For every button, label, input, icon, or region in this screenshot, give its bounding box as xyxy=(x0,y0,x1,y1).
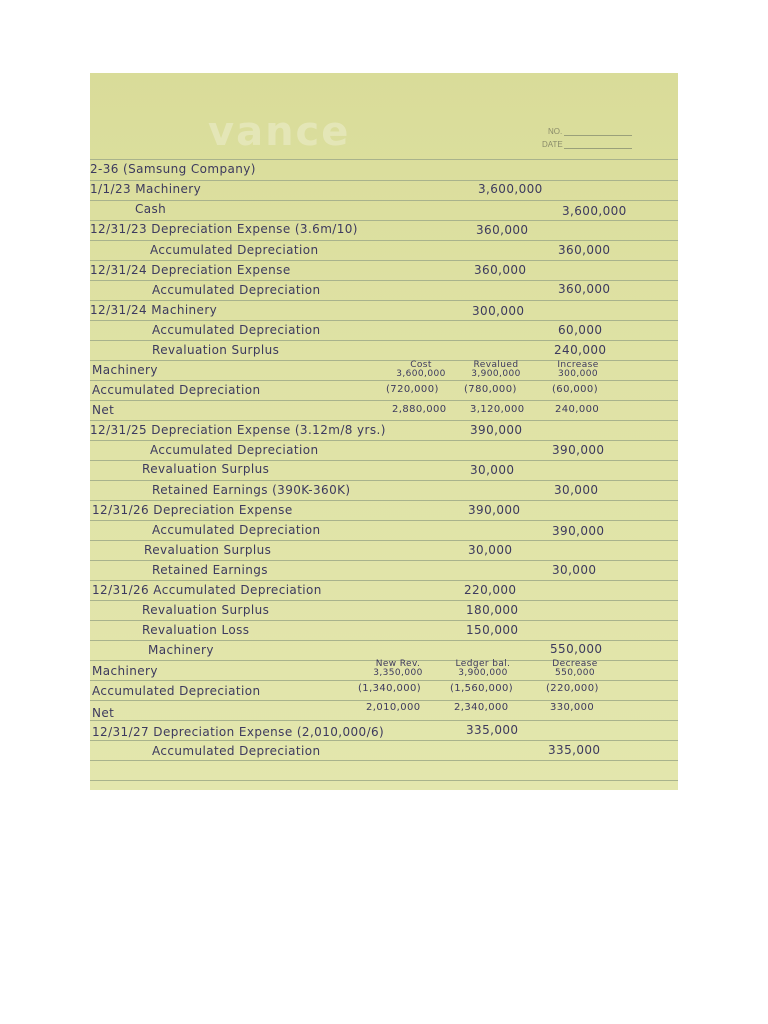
entry-text: 12/31/23 Depreciation Expense (3.6m/10) xyxy=(90,222,358,236)
table2-header-ledger-bal xyxy=(450,660,516,678)
entry-text: 12/31/24 Machinery xyxy=(90,303,218,317)
table2-cell: (1,560,000) xyxy=(450,683,514,694)
entry-text: Revaluation Surplus xyxy=(144,543,272,557)
rule-line xyxy=(90,380,678,381)
entry-text: Revaluation Surplus xyxy=(152,343,280,357)
entry-text: Accumulated Depreciation xyxy=(150,243,319,257)
rule-line xyxy=(90,159,678,160)
table2-header-label: Decrease xyxy=(552,659,598,669)
entry-text: Machinery xyxy=(148,643,214,657)
table2-cell: 330,000 xyxy=(550,702,595,713)
rule-line xyxy=(90,200,678,201)
table1-ad-label: Accumulated Depreciation xyxy=(92,383,261,397)
entry-text: Retained Earnings xyxy=(152,563,268,577)
table2-header-new-rev xyxy=(366,660,430,678)
table1-header-value: 3,900,000 xyxy=(471,369,521,379)
table2-cell: (220,000) xyxy=(546,683,599,694)
table2-header-value: 3,350,000 xyxy=(373,668,423,678)
table1-machinery-label: Machinery xyxy=(92,363,158,377)
table2-header-label: Ledger bal. xyxy=(455,659,511,669)
table2-header-value: 3,900,000 xyxy=(458,668,508,678)
debit-value: 150,000 xyxy=(466,623,519,637)
rule-line xyxy=(90,260,678,261)
entry-text: 12/31/26 Accumulated Depreciation xyxy=(92,583,322,597)
entry-text: Accumulated Depreciation xyxy=(152,323,321,337)
table2-header-value: 550,000 xyxy=(554,668,596,678)
debit-value: 390,000 xyxy=(470,423,523,437)
rule-line xyxy=(90,680,678,681)
debit-value: 390,000 xyxy=(468,503,521,517)
table2-cell: 2,340,000 xyxy=(454,702,509,713)
entry-text: Revaluation Loss xyxy=(142,623,250,637)
table1-header-label: Increase xyxy=(557,360,599,370)
entry-text: Retained Earnings (390K-360K) xyxy=(152,483,351,497)
debit-value: 360,000 xyxy=(474,263,527,277)
credit-value: 60,000 xyxy=(558,323,603,337)
table1-net-label: Net xyxy=(92,403,115,417)
table2-net-label: Net xyxy=(92,706,115,720)
rule-line xyxy=(90,420,678,421)
table1-cell: 3,120,000 xyxy=(470,404,525,415)
rule-line xyxy=(90,400,678,401)
credit-value: 390,000 xyxy=(552,443,605,457)
table2-cell: 2,010,000 xyxy=(366,702,421,713)
credit-value: 360,000 xyxy=(558,243,611,257)
date-label: DATE xyxy=(542,140,563,149)
table1-cell: (720,000) xyxy=(386,384,439,395)
rule-line xyxy=(90,760,678,761)
credit-value: 335,000 xyxy=(548,743,601,757)
table2-header-decrease xyxy=(546,660,604,678)
rule-line xyxy=(90,280,678,281)
credit-value: 3,600,000 xyxy=(562,204,627,218)
rule-line xyxy=(90,340,678,341)
rule-line xyxy=(90,560,678,561)
entry-text: Accumulated Depreciation xyxy=(152,744,321,758)
rule-line xyxy=(90,720,678,721)
entry-text: 1/1/23 Machinery xyxy=(90,182,202,196)
table1-cell: 2,880,000 xyxy=(392,404,447,415)
rule-line xyxy=(90,220,678,221)
debit-value: 3,600,000 xyxy=(478,182,543,196)
table1-header-value: 300,000 xyxy=(557,369,599,379)
credit-value: 390,000 xyxy=(552,524,605,538)
entry-text: Revaluation Surplus xyxy=(142,603,270,617)
rule-line xyxy=(90,580,678,581)
table2-cell: (1,340,000) xyxy=(358,683,422,694)
rule-line xyxy=(90,620,678,621)
table2-machinery-label: Machinery xyxy=(92,664,158,678)
table1-cell: (60,000) xyxy=(552,384,598,395)
table1-header-increase xyxy=(550,361,606,379)
rule-line xyxy=(90,320,678,321)
table1-cell: 240,000 xyxy=(555,404,600,415)
no-line xyxy=(564,135,632,136)
entry-text: 12/31/24 Depreciation Expense xyxy=(90,263,291,277)
debit-value: 30,000 xyxy=(470,463,515,477)
rule-line xyxy=(90,480,678,481)
debit-value: 180,000 xyxy=(466,603,519,617)
table1-header-label: Cost xyxy=(410,360,432,370)
rule-line xyxy=(90,440,678,441)
entry-text: 2-36 (Samsung Company) xyxy=(90,162,256,176)
rule-line xyxy=(90,240,678,241)
no-label: NO. xyxy=(548,127,563,136)
entry-text: Accumulated Depreciation xyxy=(150,443,319,457)
table2-ad-label: Accumulated Depreciation xyxy=(92,684,261,698)
rule-line xyxy=(90,520,678,521)
rule-line xyxy=(90,500,678,501)
credit-value: 30,000 xyxy=(552,563,597,577)
debit-value: 300,000 xyxy=(472,304,525,318)
entry-text: 12/31/25 Depreciation Expense (3.12m/8 yrs.) xyxy=(90,423,386,437)
credit-value: 360,000 xyxy=(558,282,611,296)
rule-line xyxy=(90,640,678,641)
table1-header-revalued xyxy=(465,361,527,379)
rule-line xyxy=(90,740,678,741)
entry-text: Accumulated Depreciation xyxy=(152,523,321,537)
rule-line xyxy=(90,460,678,461)
watermark-logo: vance xyxy=(208,109,351,155)
credit-value: 30,000 xyxy=(554,483,599,497)
table1-cell: (780,000) xyxy=(464,384,517,395)
table1-header-value: 3,600,000 xyxy=(396,369,446,379)
table2-header-label: New Rev. xyxy=(375,659,421,669)
debit-value: 220,000 xyxy=(464,583,517,597)
entry-text: Revaluation Surplus xyxy=(142,462,270,476)
date-line xyxy=(564,148,632,149)
rule-line xyxy=(90,540,678,541)
entry-text: 12/31/26 Depreciation Expense xyxy=(92,503,293,517)
entry-text: Cash xyxy=(135,202,167,216)
table1-header-cost xyxy=(395,361,447,379)
entry-text: 12/31/27 Depreciation Expense (2,010,000/6) xyxy=(92,725,385,739)
table1-header-label: Revalued xyxy=(473,360,519,370)
debit-value: 360,000 xyxy=(476,223,529,237)
rule-line xyxy=(90,300,678,301)
debit-value: 30,000 xyxy=(468,543,513,557)
rule-line xyxy=(90,700,678,701)
notebook-page xyxy=(90,73,678,790)
rule-line xyxy=(90,780,678,781)
entry-text: Accumulated Depreciation xyxy=(152,283,321,297)
rule-line xyxy=(90,600,678,601)
credit-value: 550,000 xyxy=(550,642,603,656)
credit-value: 240,000 xyxy=(554,343,607,357)
rule-line xyxy=(90,180,678,181)
debit-value: 335,000 xyxy=(466,723,519,737)
